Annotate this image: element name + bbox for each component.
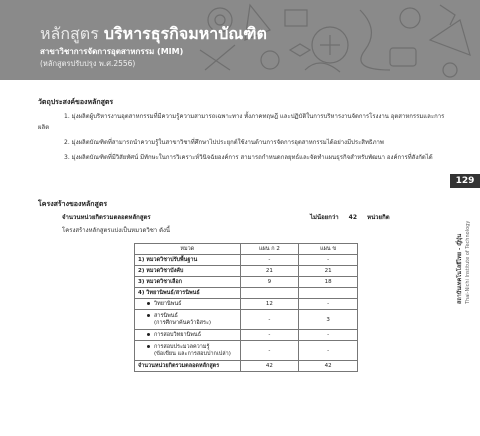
objective-3: 3. มุ่งผลิตบัณฑิตที่มีวิสัยทัศน์ มีทักษะในการวิเคราะห์วินิจฉัยองค์การ สามารถกำหนดกลยุทธ์และจัดทำแผนธุรกิจสำหรับพัฒนา องค์การที่สังกัดได้ xyxy=(64,154,433,161)
row-label-cell xyxy=(135,330,241,341)
plan-b-value: 18 xyxy=(299,277,358,288)
credits-unit: หน่วยกิต xyxy=(367,214,390,221)
table-row xyxy=(135,277,358,288)
plan-a-value: - xyxy=(240,310,299,330)
side-label-thai: สถาบันเทคโนโลยีไทย - ญี่ปุ่น xyxy=(457,233,463,304)
bullet-icon xyxy=(147,302,150,305)
side-label-english: Thai-Nichi Institute of Technology xyxy=(465,220,471,304)
row-label: 3) หมวดวิชาเลือก xyxy=(135,277,241,288)
row-sublabel: (ข้อเขียน และการสอบปากเปล่า) xyxy=(154,350,231,357)
plan-b-value: - xyxy=(299,330,358,341)
total-credits-label: จำนวนหน่วยกิตรวมตลอดหลักสูตร xyxy=(62,214,151,221)
header-banner xyxy=(0,0,480,80)
row-label: วิทยานิพนธ์ xyxy=(154,301,182,307)
plan-b-value xyxy=(299,288,358,299)
total-credits-row xyxy=(62,212,402,222)
plan-b-value: 42 xyxy=(299,361,358,372)
table-row xyxy=(135,341,358,361)
plan-a-value: 42 xyxy=(240,361,299,372)
plan-a-value: 9 xyxy=(240,277,299,288)
plan-a-value: - xyxy=(240,330,299,341)
table-header: แผน ข xyxy=(299,244,358,255)
table-row xyxy=(135,288,358,299)
plan-a-value xyxy=(240,288,299,299)
bullet-icon xyxy=(147,333,150,336)
row-label: สารนิพนธ์ xyxy=(154,312,178,319)
objectives-heading: วัตถุประสงค์ของหลักสูตร xyxy=(38,98,114,106)
structure-description: โครงสร้างหลักสูตรแบ่งเป็นหมวดวิชา ดังนี้ xyxy=(62,227,171,234)
objective-2: 2. มุ่งผลิตบัณฑิตที่สามารถนำความรู้ในสาขาวิชาที่ศึกษาไปประยุกต์ใช้งานด้านการจัดการอุตสาหกรรมได้อย่างมีประสิทธิภาพ xyxy=(64,139,384,146)
structure-heading: โครงสร้างของหลักสูตร xyxy=(38,200,108,208)
table-total-row xyxy=(135,361,358,372)
bullet-icon xyxy=(147,345,150,348)
plan-b-value: 21 xyxy=(299,266,358,277)
banner-title xyxy=(40,22,267,47)
row-label-cell xyxy=(135,341,241,361)
table-row xyxy=(135,330,358,341)
row-label: 4) วิทยานิพนธ์/สารนิพนธ์ xyxy=(135,288,241,299)
table-header-row xyxy=(135,244,358,255)
table-header: หมวด xyxy=(135,244,241,255)
credits-prefix: ไม่น้อยกว่า xyxy=(310,214,339,221)
credits-value: 42 xyxy=(348,214,358,221)
row-sublabel: (การศึกษาค้นคว้าอิสระ) xyxy=(154,319,212,326)
plan-a-value: 12 xyxy=(240,299,299,310)
table-row xyxy=(135,310,358,330)
banner-title-bold: บริหารธุรกิจมหาบัณฑิต xyxy=(103,24,267,43)
objective-1: 1. มุ่งผลิตผู้บริหารงานอุตสาหกรรมที่มีความรู้ความสามารถเฉพาะทาง ทั้งภาคทฤษฎี และปฏิบัติในการบริหารงานจัดการโรงงาน อุตสาหกรรมและการผลิต xyxy=(38,113,445,131)
banner-subtitle: สาขาวิชาการจัดการอุตสาหกรรม (MIM) xyxy=(40,47,184,56)
bullet-icon xyxy=(147,314,150,317)
plan-b-value: - xyxy=(299,299,358,310)
row-label: 1) หมวดวิชาปรับพื้นฐาน xyxy=(135,255,241,266)
table-row xyxy=(135,255,358,266)
page-number-tab: 129 xyxy=(450,174,480,188)
plan-a-value: - xyxy=(240,255,299,266)
row-label-cell xyxy=(135,310,241,330)
curriculum-table xyxy=(134,243,358,372)
plan-a-value: - xyxy=(240,341,299,361)
row-label: การสอบวิทยานิพนธ์ xyxy=(154,332,202,338)
plan-b-value: - xyxy=(299,341,358,361)
table-header: แผน ก 2 xyxy=(240,244,299,255)
banner-title-light: หลักสูตร xyxy=(40,24,99,43)
row-label: การสอบประมวลความรู้ xyxy=(154,343,210,350)
plan-a-value: 21 xyxy=(240,266,299,277)
row-label: 2) หมวดวิชาบังคับ xyxy=(135,266,241,277)
row-label: จำนวนหน่วยกิตรวมตลอดหลักสูตร xyxy=(135,361,241,372)
table-row xyxy=(135,299,358,310)
plan-b-value: 3 xyxy=(299,310,358,330)
plan-b-value: - xyxy=(299,255,358,266)
table-row xyxy=(135,266,358,277)
banner-revision: (หลักสูตรปรับปรุง พ.ศ.2556) xyxy=(40,59,136,68)
row-label-cell xyxy=(135,299,241,310)
side-label xyxy=(452,196,476,306)
